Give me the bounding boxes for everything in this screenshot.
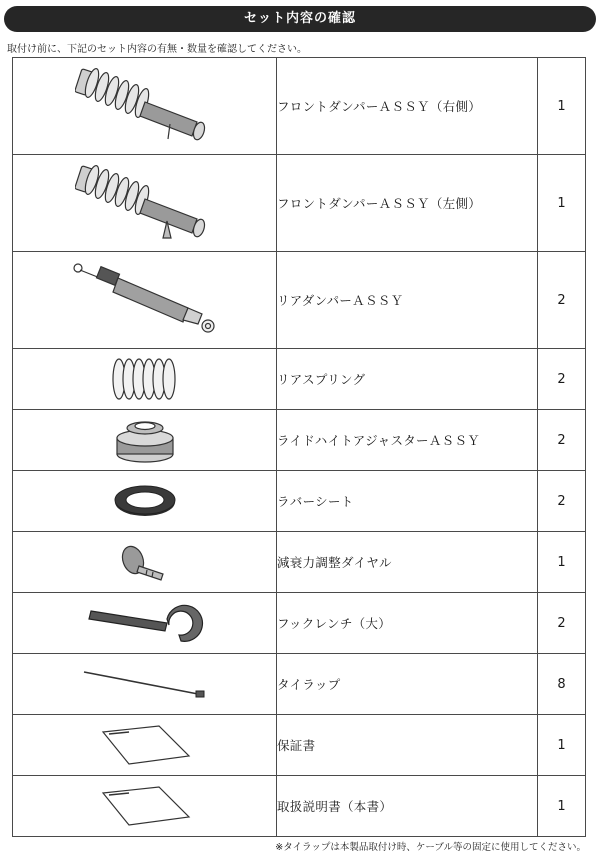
front-damper-left-icon — [75, 163, 215, 243]
item-quantity: 1 — [538, 715, 586, 776]
section-title: セット内容の確認 — [4, 6, 596, 32]
tie-wrap-icon — [80, 666, 210, 702]
front-damper-right-icon — [75, 66, 215, 146]
table-row — [13, 155, 586, 252]
table-row — [13, 410, 586, 471]
table-row — [13, 715, 586, 776]
table-row — [13, 532, 586, 593]
item-name: 取扱説明書（本書） — [277, 776, 538, 837]
table-row — [13, 58, 586, 155]
item-quantity: 8 — [538, 654, 586, 715]
item-quantity: 2 — [538, 349, 586, 410]
item-quantity: 1 — [538, 58, 586, 155]
warranty-card-icon — [95, 724, 195, 766]
item-quantity: 2 — [538, 593, 586, 654]
item-name: フロントダンパーＡＳＳＹ（左側） — [277, 155, 538, 252]
table-row — [13, 471, 586, 532]
item-name: ライドハイトアジャスターＡＳＳＹ — [277, 410, 538, 471]
rear-damper-icon — [70, 260, 220, 340]
item-quantity: 2 — [538, 252, 586, 349]
rear-spring-icon — [105, 353, 185, 405]
hook-wrench-icon — [85, 601, 205, 645]
table-row — [13, 252, 586, 349]
footnote: ※タイラップは本製品取付け時、ケーブル等の固定に使用してください。 — [275, 842, 586, 853]
ride-height-adjuster-icon — [110, 414, 180, 466]
table-row — [13, 349, 586, 410]
intro-text: 取付け前に、下記のセット内容の有無・数量を確認してください。 — [7, 44, 307, 55]
item-name: 減衰力調整ダイヤル — [277, 532, 538, 593]
item-name: フックレンチ（大） — [277, 593, 538, 654]
item-name: リアスプリング — [277, 349, 538, 410]
table-row — [13, 593, 586, 654]
table-row — [13, 654, 586, 715]
item-name: フロントダンパーＡＳＳＹ（右側） — [277, 58, 538, 155]
item-quantity: 1 — [538, 776, 586, 837]
item-name: リアダンパーＡＳＳＹ — [277, 252, 538, 349]
item-quantity: 2 — [538, 410, 586, 471]
item-quantity: 1 — [538, 155, 586, 252]
item-quantity: 2 — [538, 471, 586, 532]
parts-table — [12, 57, 586, 837]
item-name: ラバーシート — [277, 471, 538, 532]
manual-icon — [95, 785, 195, 827]
item-quantity: 1 — [538, 532, 586, 593]
item-name: 保証書 — [277, 715, 538, 776]
table-row — [13, 776, 586, 837]
rubber-seat-icon — [110, 481, 180, 521]
damping-dial-icon — [115, 538, 175, 586]
item-name: タイラップ — [277, 654, 538, 715]
